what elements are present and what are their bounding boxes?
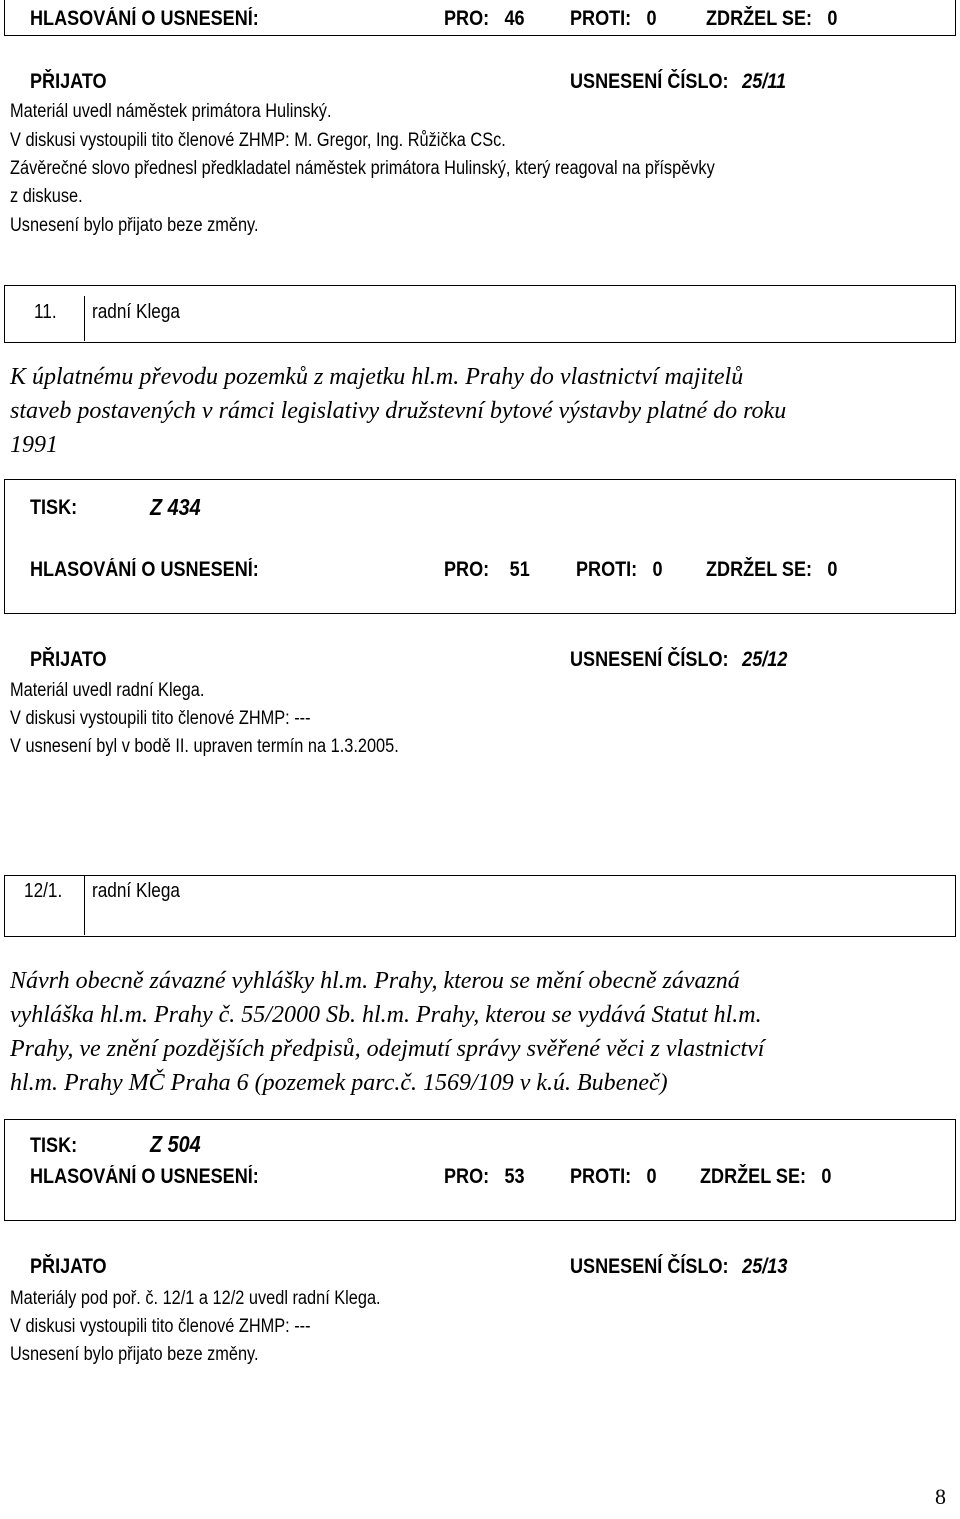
item-12-title-line: Návrh obecně závazné vyhlášky hl.m. Prahy, kterou se mění obecně závazná: [10, 968, 740, 994]
item-11-title-line: K úplatnému převodu pozemků z majetku hl.m. Prahy do vlastnictví majitelů: [10, 364, 744, 390]
resolution-number-group: [570, 648, 787, 672]
resolution-label: USNESENÍ ČÍSLO:: [570, 70, 729, 93]
status-prijato: PŘIJATO: [30, 1255, 107, 1278]
item-11-number-divider: [84, 296, 85, 341]
item-12-title-line: Prahy, ve znění pozdějších předpisů, odejmutí správy svěřené věci z vlastnictví: [10, 1036, 765, 1062]
resolution-number: 25/13: [742, 1255, 788, 1278]
vote-row-1: [30, 7, 259, 31]
zdrzel-label: ZDRŽEL SE:: [706, 7, 813, 30]
proti-label: PROTI:: [570, 1165, 632, 1188]
item-12-title-line: vyhláška hl.m. Prahy č. 55/2000 Sb. hl.m. Prahy, kterou se vydává Statut hl.m.: [10, 1002, 762, 1028]
tisk-label: TISK:: [30, 1134, 78, 1157]
zdrzel-group: [700, 1165, 831, 1189]
body-line: V diskusi vystoupili tito členové ZHMP: ---: [10, 708, 311, 729]
item-11-title-line: 1991: [10, 432, 58, 458]
body-line: z diskuse.: [10, 186, 83, 207]
tisk-label: TISK:: [30, 496, 78, 519]
resolution-number: 25/11: [742, 70, 787, 93]
proti-value: 0: [646, 7, 657, 30]
body-line: V usnesení byl v bodě II. upraven termín na 1.3.2005.: [10, 736, 399, 757]
proti-label: PROTI:: [576, 558, 638, 581]
proti-value: 0: [646, 1165, 657, 1188]
pro-value: 51: [509, 558, 530, 581]
body-line: Závěrečné slovo přednesl předkladatel náměstek primátora Hulinský, který reagoval na příspěvky: [10, 158, 715, 179]
item-12-number: 12/1.: [24, 880, 63, 902]
pro-label: PRO:: [444, 558, 490, 581]
zdrzel-group: [706, 558, 837, 582]
status-prijato: PŘIJATO: [30, 70, 107, 93]
tisk-value: Z 434: [150, 494, 201, 520]
zdrzel-label: ZDRŽEL SE:: [706, 558, 813, 581]
body-line: Materiál uvedl náměstek primátora Hulinský.: [10, 101, 332, 122]
item-12-title-line: hl.m. Prahy MČ Praha 6 (pozemek parc.č. 1569/109 v k.ú. Bubeneč): [10, 1070, 668, 1096]
page-number: 8: [935, 1484, 946, 1509]
body-line: V diskusi vystoupili tito členové ZHMP: M. Gregor, Ing. Růžička CSc.: [10, 130, 506, 151]
pro-label: PRO:: [444, 1165, 490, 1188]
resolution-number-group: [570, 1255, 787, 1279]
pro-value: 46: [504, 7, 525, 30]
proti-group: [576, 558, 663, 582]
vote-label: HLASOVÁNÍ O USNESENÍ:: [30, 1165, 259, 1188]
item-11-title-line: staveb postavených v rámci legislativy družstevní bytové výstavby platné do roku: [10, 398, 787, 424]
item-11-vote-box: [4, 479, 956, 614]
resolution-number-group: [570, 70, 786, 94]
pro-label: PRO:: [444, 7, 490, 30]
status-prijato: PŘIJATO: [30, 648, 107, 671]
zdrzel-label: ZDRŽEL SE:: [700, 1165, 807, 1188]
zdrzel-value: 0: [821, 1165, 832, 1188]
proti-value: 0: [652, 558, 663, 581]
tisk-value: Z 504: [150, 1131, 201, 1157]
pro-group: [444, 1165, 525, 1189]
body-line: Materiály pod poř. č. 12/1 a 12/2 uvedl radní Klega.: [10, 1288, 381, 1309]
pro-group: [444, 558, 530, 582]
vote-label: HLASOVÁNÍ O USNESENÍ:: [30, 558, 259, 581]
item-12-presenter: radní Klega: [92, 880, 180, 902]
body-line: Usnesení bylo přijato beze změny.: [10, 1344, 259, 1365]
zdrzel-value: 0: [827, 7, 838, 30]
item-12-number-divider: [84, 875, 85, 935]
body-line: Materiál uvedl radní Klega.: [10, 680, 205, 701]
item-11-number: 11.: [34, 301, 57, 323]
zdrzel-value: 0: [827, 558, 838, 581]
pro-group: [444, 7, 525, 31]
zdrzel-group: [706, 7, 837, 31]
item-11-presenter: radní Klega: [92, 301, 180, 323]
resolution-label: USNESENÍ ČÍSLO:: [570, 648, 729, 671]
proti-group: [570, 7, 657, 31]
pro-value: 53: [504, 1165, 525, 1188]
body-line: Usnesení bylo přijato beze změny.: [10, 215, 259, 236]
proti-group: [570, 1165, 657, 1189]
proti-label: PROTI:: [570, 7, 632, 30]
resolution-label: USNESENÍ ČÍSLO:: [570, 1255, 729, 1278]
resolution-number: 25/12: [742, 648, 788, 671]
body-line: V diskusi vystoupili tito členové ZHMP: ---: [10, 1316, 311, 1337]
vote-label: HLASOVÁNÍ O USNESENÍ:: [30, 7, 259, 30]
